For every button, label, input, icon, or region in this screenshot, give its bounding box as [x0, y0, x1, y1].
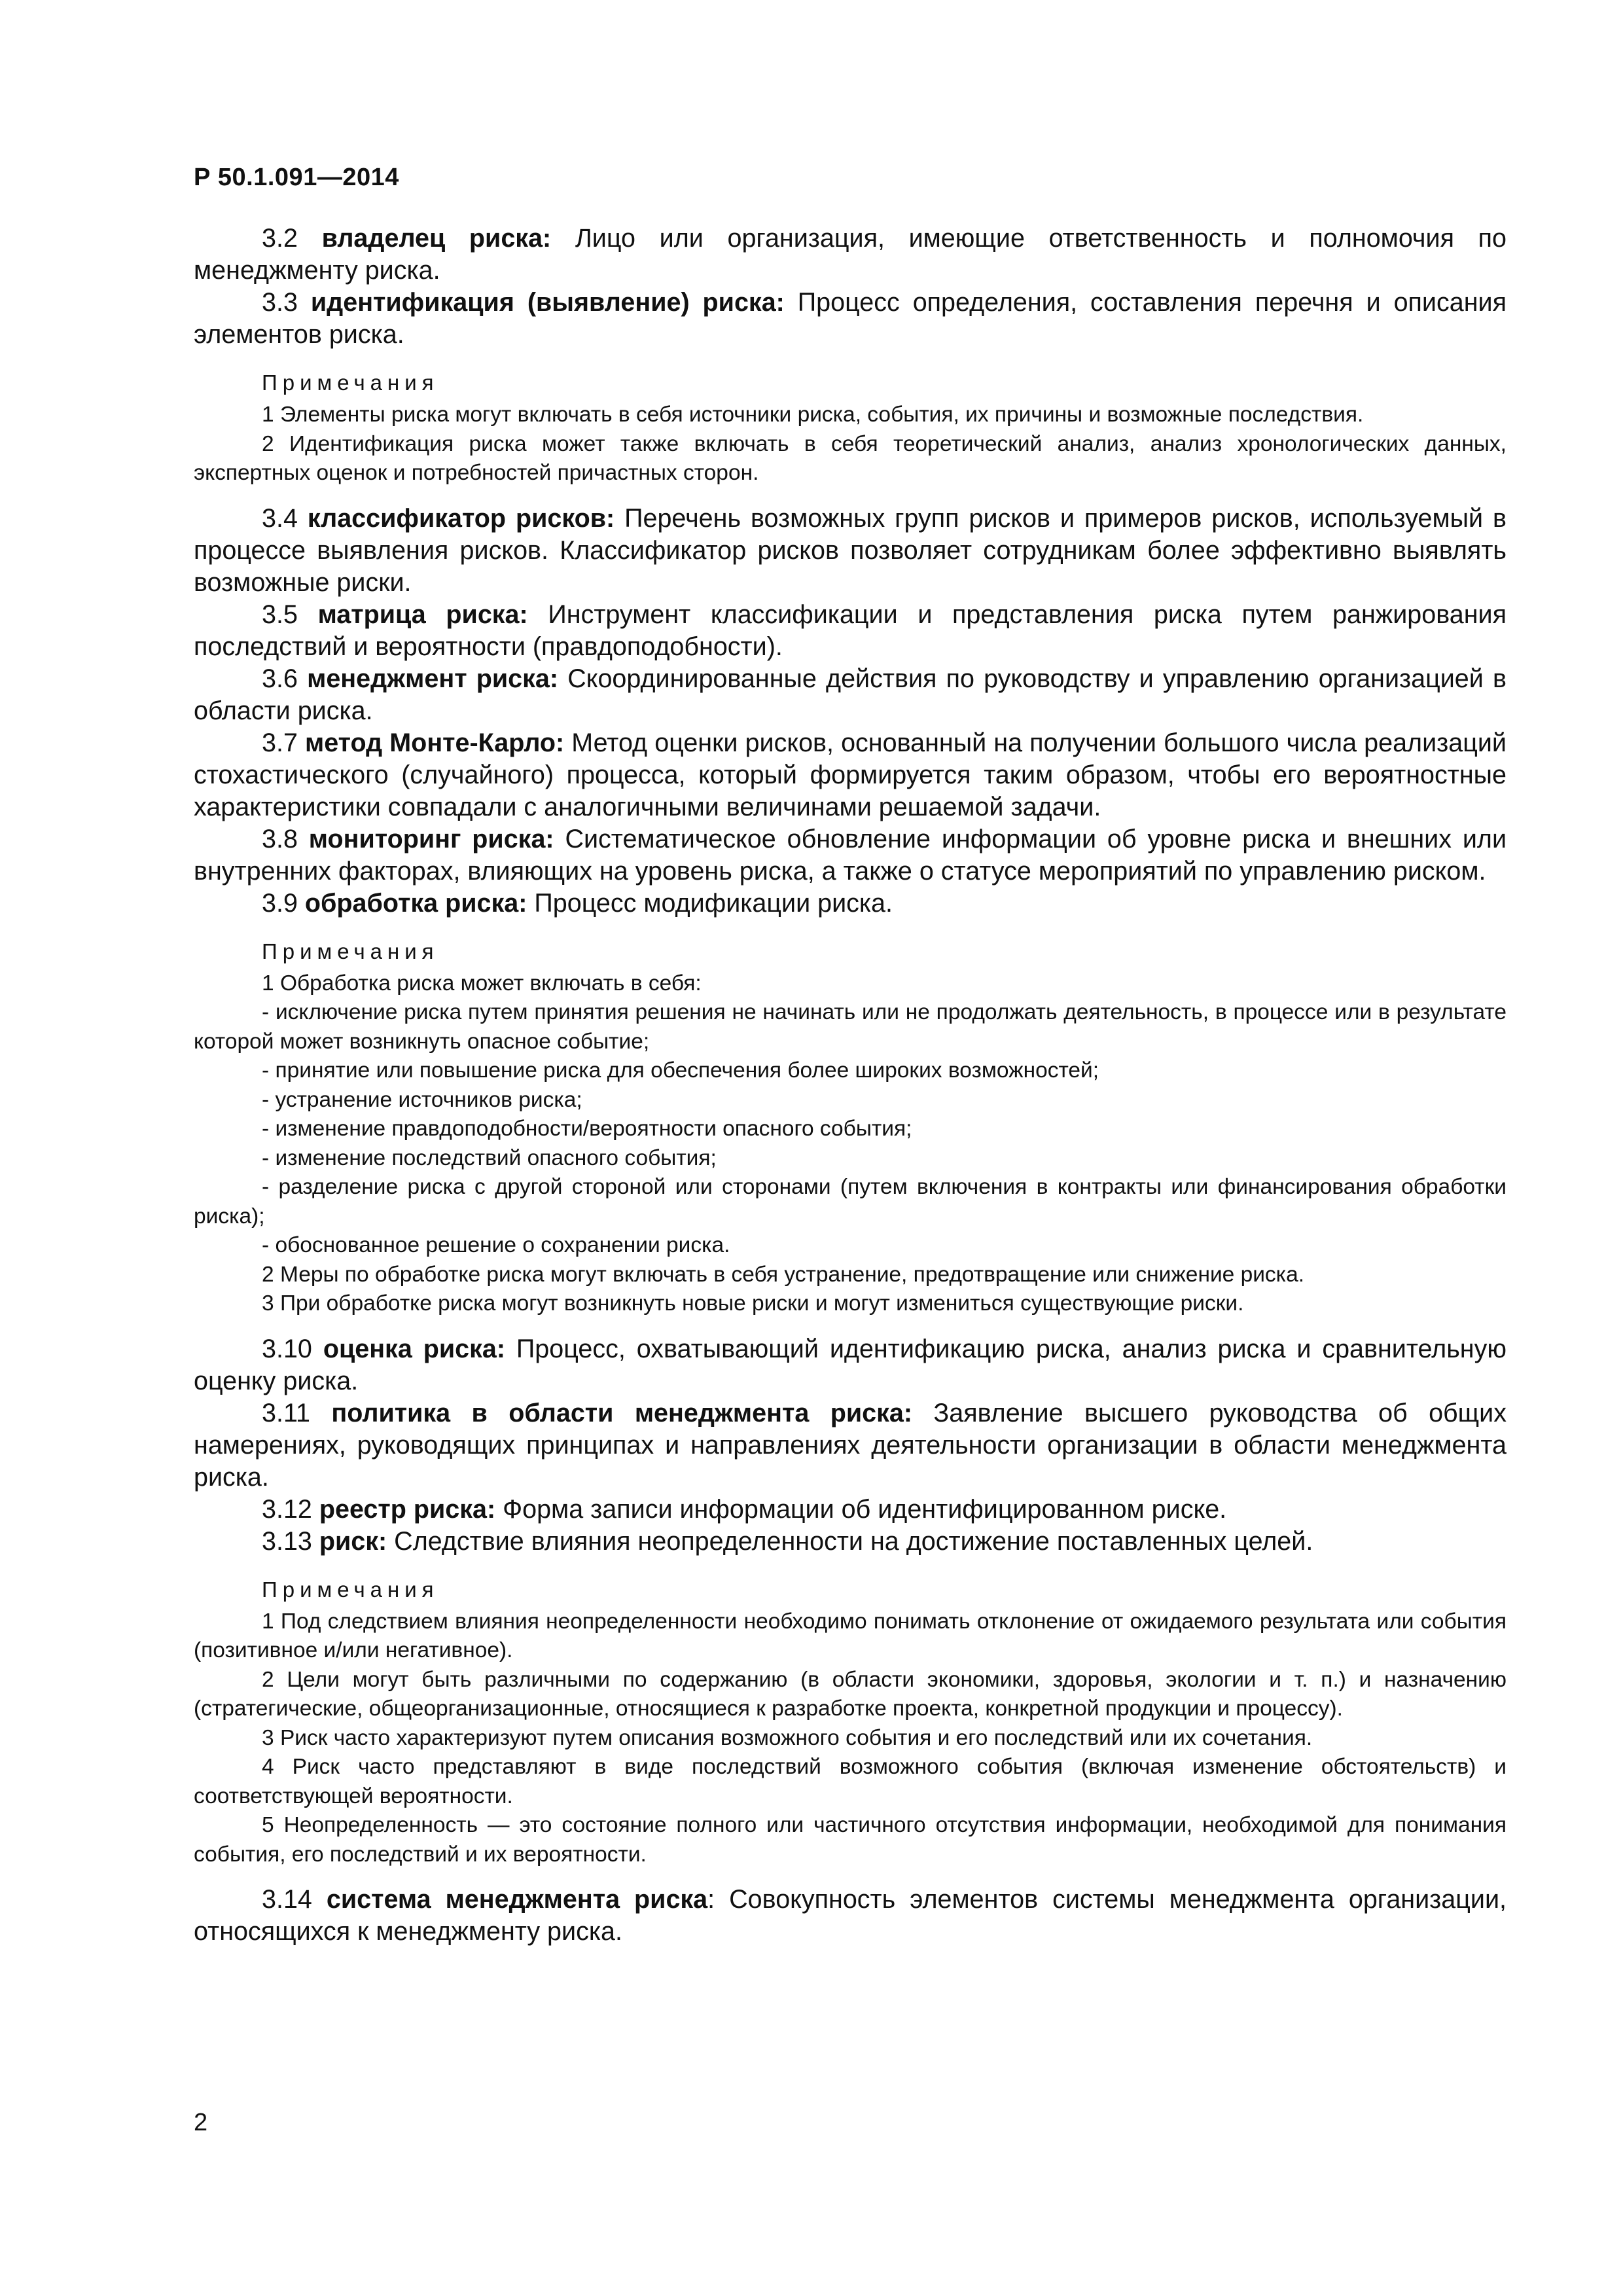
note-item: 5 Неопределенность — это состояние полного или частичного отсутствия информации, необходимой для понимания события, его последствий и их вероятности. [194, 1813, 1507, 1867]
term-number: 3.14 [262, 1885, 312, 1914]
term-title: метод Монте-Карло: [305, 728, 565, 757]
term-definition: Метод оценки рисков, основанный на получении большого числа реализаций стохастического (случайного) процесса, который формируется таким образом, чтобы его вероятностные характеристики совпадали с аналогичными величинами решаемой задачи. [194, 728, 1507, 821]
note-item: 1 Элементы риска могут включать в себя источники риска, события, их причины и возможные последствия. [262, 403, 1364, 427]
term-title: оценка риска: [323, 1334, 505, 1363]
term-number: 3.6 [262, 664, 298, 693]
term-definition: Скоординированные действия по руководству и управлению организацией в области риска. [194, 664, 1507, 725]
term-title: идентификация (выявление) риска: [310, 288, 785, 317]
term-definition: Перечень возможных групп рисков и примеров рисков, используемый в процессе выявления рисков. Классификатор рисков позволяет сотрудникам более эффективно выявлять возможные риски. [194, 503, 1507, 597]
note-list-item: - исключение риска путем принятия решения не начинать или не продолжать деятельность, в процессе или в результате которой может возникнуть опасное событие; [194, 1000, 1507, 1054]
term-definition: Совокупность элементов системы менеджмента организации, относящихся к менеджменту риска. [194, 1885, 1507, 1946]
note-list-item: - обоснованное решение о сохранении риска. [262, 1233, 730, 1257]
term-number: 3.2 [262, 224, 298, 253]
note-item: 4 Риск часто представляют в виде последствий возможного события (включая изменение обстоятельств) и соответствующей вероятности. [194, 1755, 1507, 1808]
notes-heading: Примечания [262, 1577, 439, 1602]
term-title: менеджмент риска: [307, 664, 559, 693]
standard-number: Р 50.1.091—2014 [194, 164, 399, 191]
term-number: 3.7 [262, 728, 298, 757]
term-title: мониторинг риска: [308, 824, 554, 853]
notes-block-3-9 [194, 937, 1507, 1319]
term-title: система менеджмента риска [326, 1885, 708, 1914]
term-entry [194, 287, 1507, 351]
term-entry [194, 223, 1507, 287]
term-number: 3.8 [262, 824, 298, 853]
term-definition: Форма записи информации об идентифицированном риске. [503, 1494, 1227, 1524]
term-entry [194, 1884, 1507, 1948]
term-entry [194, 663, 1507, 727]
term-number: 3.11 [262, 1398, 310, 1427]
term-entry [194, 727, 1507, 823]
term-entry [194, 1333, 1507, 1397]
note-item: 1 Обработка риска может включать в себя: [262, 971, 702, 996]
term-definition: Инструмент классификации и представления риска путем ранжирования последствий и вероятности (правдоподобности). [194, 600, 1507, 661]
note-item: 1 Под следствием влияния неопределенности необходимо понимать отклонение от ожидаемого результата или события (позитивное и/или негативное). [194, 1609, 1507, 1662]
note-list-item: - разделение риска с другой стороной или сторонами (путем включения в контракты или финансирования обработки риска); [194, 1175, 1507, 1229]
term-definition: Систематическое обновление информации об уровне риска и внешних или внутренних факторах, влияющих на уровень риска, а также о статусе мероприятий по управлению риском. [194, 824, 1507, 886]
term-title: обработка риска: [304, 888, 527, 918]
term-number: 3.5 [262, 600, 298, 629]
term-number: 3.4 [262, 503, 298, 533]
term-definition: Следствие влияния неопределенности на достижение поставленных целей. [394, 1526, 1313, 1556]
term-entry [194, 823, 1507, 888]
note-item: 3 При обработке риска могут возникнуть новые риски и могут измениться существующие риски. [262, 1291, 1244, 1316]
notes-heading: Примечания [262, 939, 439, 963]
note-list-item: - изменение правдоподобности/вероятности опасного события; [262, 1117, 912, 1141]
term-title: матрица риска: [317, 600, 528, 629]
term-entry [194, 503, 1507, 599]
term-number: 3.9 [262, 888, 298, 918]
note-item: 2 Меры по обработке риска могут включать в себя устранение, предотвращение или снижение риска. [262, 1262, 1305, 1287]
term-number: 3.10 [262, 1334, 312, 1363]
term-entry [194, 1494, 1507, 1526]
term-definition: Процесс модификации риска. [534, 888, 893, 918]
notes-heading: Примечания [262, 370, 439, 395]
term-definition: Процесс определения, составления перечня и описания элементов риска. [194, 288, 1507, 349]
term-title: реестр риска: [319, 1494, 496, 1524]
note-item: 2 Цели могут быть различными по содержанию (в области экономики, здоровья, экологии и т. п.) и назначению (стратегические, общеорганизационные, относящиеся к разработке проекта, конкретной продукции и процессу). [194, 1667, 1507, 1721]
term-definition: Лицо или организация, имеющие ответственность и полномочия по менеджменту риска. [194, 224, 1507, 285]
term-definition: Заявление высшего руководства об общих намерениях, руководящих принципах и направлениях деятельности организации в области менеджмента риска. [194, 1398, 1507, 1492]
term-title: владелец риска: [321, 224, 552, 253]
term-entry [194, 1526, 1507, 1558]
notes-block-3-3 [194, 368, 1507, 488]
term-number: 3.3 [262, 288, 298, 317]
term-number: 3.12 [262, 1494, 312, 1524]
note-item: 2 Идентификация риска может также включать в себя теоретический анализ, анализ хронологических данных, экспертных оценок и потребностей причастных сторон. [194, 431, 1507, 485]
term-title: политика в области менеджмента риска: [331, 1398, 912, 1427]
term-number: 3.13 [262, 1526, 312, 1556]
terms-section [194, 223, 1507, 1948]
note-list-item: - устранение источников риска; [262, 1087, 582, 1112]
term-entry [194, 888, 1507, 920]
page-number: 2 [194, 2109, 208, 2136]
term-entry [194, 1397, 1507, 1494]
notes-block-3-13 [194, 1575, 1507, 1870]
term-colon: : [707, 1885, 715, 1914]
note-list-item: - изменение последствий опасного события; [262, 1145, 717, 1170]
term-definition: Процесс, охватывающий идентификацию риска, анализ риска и сравнительную оценку риска. [194, 1334, 1507, 1395]
note-item: 3 Риск часто характеризуют путем описания возможного события и его последствий или их сочетания. [262, 1725, 1313, 1750]
term-title: классификатор рисков: [307, 503, 615, 533]
term-title: риск: [319, 1526, 387, 1556]
note-list-item: - принятие или повышение риска для обеспечения более широких возможностей; [262, 1058, 1099, 1083]
term-entry [194, 599, 1507, 663]
